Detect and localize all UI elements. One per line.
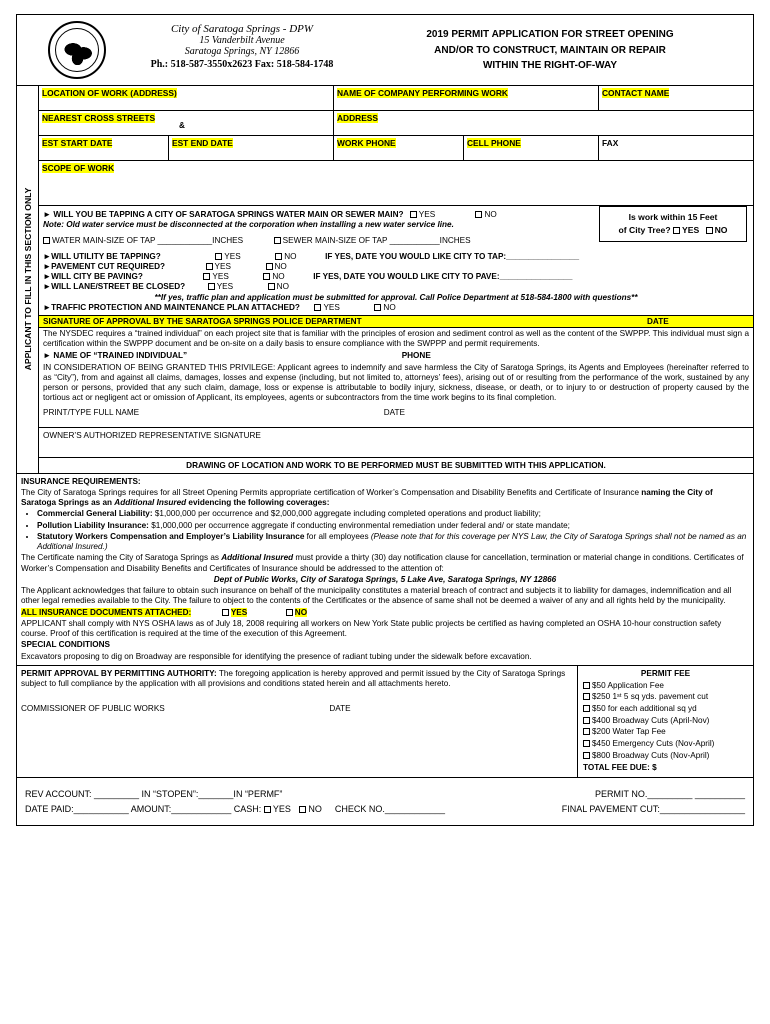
form-title-line3: WITHIN THE RIGHT-OF-WAY	[482, 60, 618, 71]
water-main-size-checkbox[interactable]	[43, 237, 50, 244]
q-will-tap-label: WILL UTILITY BE TAPPING?	[51, 252, 161, 261]
label-nearest-cross-streets: NEAREST CROSS STREETS	[42, 113, 156, 123]
trained-individual-phone-label[interactable]: PHONE	[401, 350, 431, 360]
tree-no-label: NO	[714, 224, 728, 235]
owner-signature-row[interactable]	[39, 427, 753, 457]
insurance-intro-italic: Additional Insured	[114, 498, 187, 507]
q-lane-closed-no-checkbox[interactable]	[268, 283, 275, 290]
fee-row[interactable]	[583, 703, 748, 715]
fee-row[interactable]	[583, 715, 748, 727]
cert-italic: Additional Insured	[221, 553, 294, 563]
fee-label-1: $250 1ˢᵗ 5 sq yds. pavement cut	[592, 692, 709, 702]
total-fee-due[interactable]: TOTAL FEE DUE: $	[583, 763, 657, 773]
cash-yes-checkbox[interactable]	[264, 806, 271, 813]
q-water-service-note: Note: Old water service must be disconnected at the corporation when installing a new water service line.	[43, 220, 454, 229]
special-conditions-text: Excavators proposing to dig on Broadway are responsible for identifying the presence of radiant tubing under the sidewalk before excavation.	[21, 651, 532, 661]
field-company-name[interactable]	[334, 86, 599, 110]
date-paid-field: DATE PAID:___________ AMOUNT:____________ CASH:	[25, 803, 262, 814]
cash-no-label: NO	[308, 803, 322, 814]
tree-no-checkbox[interactable]	[706, 227, 713, 234]
docs-attached-no-label: NO	[294, 607, 308, 617]
list-item	[37, 532, 749, 553]
approval-text: The foregoing application is hereby approved and permit issued by the City of Saratoga Springs subject to full compliance by the application with all provisions and conditions stated herein and all attachments hereto.	[21, 668, 566, 689]
insurance-section	[16, 474, 754, 666]
q-tap-main-yes-checkbox[interactable]	[410, 211, 417, 218]
fee-label-2: $50 for each additional sq yd	[592, 704, 697, 714]
date-paid-group[interactable]	[25, 804, 445, 814]
applicant-section	[16, 86, 754, 474]
print-name-row	[39, 405, 753, 427]
approval-text-block	[17, 666, 578, 777]
fee-row[interactable]	[583, 680, 748, 692]
q-will-tap-no-label: NO	[284, 252, 297, 261]
q-traffic-plan-yes-label: YES	[323, 303, 340, 312]
form-title-line2: AND/OR TO CONSTRUCT, MAINTAIN OR REPAIR	[434, 44, 666, 56]
insurance-heading: INSURANCE REQUIREMENTS:	[21, 476, 141, 486]
bullet-0-text: $1,000,000 per occurrence and $2,000,000 aggregate including completed operations and product liability;	[152, 509, 541, 519]
q-lane-closed-no-label: NO	[276, 282, 289, 291]
fee-row[interactable]	[583, 691, 748, 703]
q-police-note: **If yes, traffic plan and application must be submitted for approval. Call Police Department at 518-584-1800 with questions**	[154, 293, 638, 302]
q-pavement-cut-label: PAVEMENT CUT REQUIRED?	[51, 262, 165, 271]
questions-area	[39, 206, 753, 315]
fee-row[interactable]	[583, 726, 748, 738]
insurance-intro-text: The City of Saratoga Springs requires for all Street Opening Permits appropriate certification of Worker’s Compensation and Disability Benefits and Certificate of Insurance	[21, 487, 642, 497]
fee-checkbox-5[interactable]	[583, 740, 590, 747]
tree-yes-checkbox[interactable]	[673, 227, 680, 234]
field-scope-of-work[interactable]	[39, 161, 753, 205]
insurance-intro-bold: naming the City of Saratoga Springs as an	[21, 487, 713, 507]
docs-attached-yes-checkbox[interactable]	[222, 609, 229, 616]
form-header	[16, 14, 754, 86]
cert-text-1: The Certificate naming the City of Saratoga Springs as	[21, 553, 222, 563]
label-est-end-date: EST END DATE	[172, 138, 233, 148]
q-city-paving-no-label: NO	[272, 272, 285, 281]
q-city-paving-label: WILL CITY BE PAVING?	[51, 272, 143, 281]
q-if-yes-tap-date[interactable]: IF YES, DATE YOU WOULD LIKE CITY TO TAP:________________	[325, 252, 579, 261]
q-lane-closed-yes-label: YES	[216, 282, 234, 291]
label-est-start-date: EST START DATE	[42, 138, 113, 148]
field-nearest-cross-streets[interactable]	[39, 111, 334, 135]
q-if-yes-pave-date[interactable]: IF YES, DATE YOU WOULD LIKE CITY TO PAVE:________________	[313, 272, 573, 281]
cash-yes-label: YES	[272, 803, 291, 814]
label-location-of-work: LOCATION OF WORK (ADDRESS)	[42, 88, 177, 98]
q-city-paving-no-checkbox[interactable]	[263, 273, 270, 280]
docs-attached-no-checkbox[interactable]	[286, 609, 293, 616]
bullet-2-text: for all employees	[304, 531, 371, 541]
q-tap-main-no-label: NO	[484, 210, 497, 219]
tree-question-line2: of City Tree?	[618, 224, 671, 235]
commissioner-signature-row[interactable]	[21, 704, 573, 713]
q-lane-closed-row: ►WILL LANE/STREET BE CLOSED? YES NO	[43, 282, 289, 291]
docs-attached-yes-label: YES	[230, 607, 248, 617]
q-city-paving-yes-checkbox[interactable]	[203, 273, 210, 280]
q-pavement-cut-no-checkbox[interactable]	[266, 263, 273, 270]
police-signature-bar	[39, 315, 753, 328]
final-pavement-cut-field[interactable]: FINAL PAVEMENT CUT:_________________	[561, 803, 745, 814]
fee-checkbox-0[interactable]	[583, 682, 590, 689]
q-will-tap-yes-label: YES	[224, 252, 241, 261]
fee-checkbox-1[interactable]	[583, 693, 590, 700]
permit-fee-block	[578, 666, 753, 777]
q-main-sizes-row	[43, 236, 613, 245]
commissioner-label: COMMISSIONER OF PUBLIC WORKS	[21, 704, 165, 714]
sewer-main-size-checkbox[interactable]	[274, 237, 281, 244]
label-work-phone: WORK PHONE	[337, 138, 396, 148]
insurance-mailing-address: Dept of Public Works, City of Saratoga Springs, 5 Lake Ave, Saratoga Springs, NY 12866	[213, 574, 557, 584]
city-street: 15 Vanderbilt Avenue	[199, 35, 285, 46]
label-cell-phone: CELL PHONE	[467, 138, 521, 148]
insurance-certificate-paragraph	[21, 553, 749, 574]
city-seal-icon	[48, 21, 106, 79]
form-title-line1: 2019 PERMIT APPLICATION FOR STREET OPENING	[426, 29, 674, 40]
label-contact-name: CONTACT NAME	[602, 88, 670, 98]
fee-label-4: $200 Water Tap Fee	[592, 727, 666, 737]
field-contact-name[interactable]	[599, 86, 753, 110]
label-address: ADDRESS	[337, 113, 378, 123]
city-name: City of Saratoga Springs - DPW	[170, 23, 314, 35]
applicant-section-sidebar-label	[17, 86, 39, 473]
q-traffic-plan-yes-checkbox[interactable]	[314, 304, 321, 311]
bullet-0-bold: Commercial General Liability:	[37, 509, 153, 519]
q-will-tap-yes-checkbox[interactable]	[215, 253, 222, 260]
fee-checkbox-2[interactable]	[583, 705, 590, 712]
osha-paragraph: APPLICANT shall comply with NYS OSHA laws as of July 18, 2008 requiring all workers on New York State public projects be certified as having completed an OSHA 10-hour construction safety course. Proof of this certification is required at the time of the execution of this Agreement.	[21, 618, 722, 638]
q-traffic-plan-label: TRAFFIC PROTECTION AND MAINTENANCE PLAN ATTACHED?	[51, 303, 300, 312]
city-phone: Ph.: 518-587-3550x2623 Fax: 518-584-1748	[150, 59, 334, 70]
q-traffic-plan-no-label: NO	[383, 303, 396, 312]
q-pavement-cut-no-label: NO	[274, 262, 287, 271]
bullet-2-italic: (Please note that for this coverage per NYS Law, the City of Saratoga Springs shall not be named as an Additional Insured.)	[37, 531, 747, 551]
q-lane-closed-yes-checkbox[interactable]	[208, 283, 215, 290]
permit-fee-title: PERMIT FEE	[640, 668, 691, 678]
q-will-tap-row: ►WILL UTILITY BE TAPPING? YES NO IF YES, DATE YOU WOULD LIKE CITY TO TAP:________________	[43, 252, 579, 261]
fee-label-5: $450 Emergency Cuts (Nov-April)	[592, 738, 715, 748]
sidebar-text: APPLICANT TO FILL IN THIS SECTION ONLY	[22, 187, 33, 371]
fee-label-0: $50 Application Fee	[592, 680, 664, 690]
insurance-intro	[21, 488, 749, 509]
list-item	[37, 521, 749, 531]
list-item	[37, 509, 749, 519]
field-work-phone[interactable]	[334, 136, 464, 160]
fee-row[interactable]	[583, 738, 748, 750]
police-signature-date-label: DATE	[643, 316, 753, 327]
fee-label-6: $800 Broadway Cuts (Nov-April)	[592, 750, 710, 760]
footer-row-2	[25, 804, 745, 814]
fee-checkbox-3[interactable]	[583, 717, 590, 724]
field-address[interactable]	[334, 111, 753, 135]
q-traffic-plan-row: ►TRAFFIC PROTECTION AND MAINTENANCE PLAN ATTACHED? YES NO	[43, 303, 396, 312]
field-fax[interactable]	[599, 136, 753, 160]
fee-label-3: $400 Broadway Cuts (April-Nov)	[592, 715, 710, 725]
print-name-label[interactable]: PRINT/TYPE FULL NAME	[43, 407, 140, 417]
tree-yes-label: YES	[681, 224, 700, 235]
bullet-1-bold: Pollution Liability Insurance:	[37, 520, 149, 530]
ampersand-separator: &	[179, 121, 185, 130]
row-dates-phones	[39, 136, 753, 161]
insurance-intro-bold2: evidencing the following coverages:	[186, 498, 330, 507]
insurance-bullets	[37, 509, 749, 552]
row-cross-streets	[39, 111, 753, 136]
permit-no-field[interactable]: PERMIT NO._________ __________	[595, 788, 745, 799]
q-city-paving-row: ►WILL CITY BE PAVING? YES NO IF YES, DATE YOU WOULD LIKE CITY TO PAVE:________________	[43, 272, 573, 281]
nysdec-paragraph: The NYSDEC requires a “trained individual” on each project site that is familiar with the principles of erosion and sediment control as well as the content of the SWPPP. This individual must sign a certification within the SWPPP document and be on-site on a daily basis to ensure compliance with the SWPPP and permit requirements.	[43, 329, 749, 349]
q-traffic-plan-no-checkbox[interactable]	[374, 304, 381, 311]
indemnification-paragraph: IN CONSIDERATION OF BEING GRANTED THIS PRIVILEGE: Applicant agrees to indemnify and save harmless the City of Saratoga Springs, its Agents and Employees (hereinafter referred to as “City”), from and against all claims, damages, losses and expense (including, but not limited to, attorneys’ fees), arising out of or resulting from the performance of the work, sustained by any person or persons, provided that any such claim, damage, loss or expense is attributable to bodily injury, sickness, disease, or death, or to injury to or destruction of property caused by the tortious act or negligent act or omission of Applicant, its employees, agents or subcontractors from the time work begins to its final completion.	[43, 362, 749, 403]
docs-attached-label: ALL INSURANCE DOCUMENTS ATTACHED:	[21, 607, 192, 617]
tree-question-line1: Is work within 15 Feet	[628, 212, 718, 222]
cert-text-2: must provide a thirty (30) day notification clause for cancellation, termination or material change in conditions. Certificates of Worker’s Compensation and Disability Benefits and Certificates of Insurance should be addressed to the attention of:	[21, 553, 744, 573]
fee-row[interactable]	[583, 750, 748, 762]
seal-container	[17, 15, 137, 85]
city-tree-question-box	[599, 206, 747, 242]
trained-individual-label[interactable]: NAME OF “TRAINED INDIVIDUAL”	[53, 350, 188, 360]
print-name-date-label[interactable]: DATE	[383, 407, 405, 417]
q-tap-main-label: WILL YOU BE TAPPING A CITY OF SARATOGA SPRINGS WATER MAIN OR SEWER MAIN?	[53, 210, 404, 219]
police-signature-label: SIGNATURE OF APPROVAL BY THE SARATOGA SPRINGS POLICE DEPARTMENT	[39, 316, 643, 327]
q-tap-main-row: ► WILL YOU BE TAPPING A CITY OF SARATOGA SPRINGS WATER MAIN OR SEWER MAIN? YES NO	[43, 210, 497, 219]
label-company-name: NAME OF COMPANY PERFORMING WORK	[337, 88, 508, 98]
q-pavement-cut-row: ►PAVEMENT CUT REQUIRED? YES NO	[43, 262, 287, 271]
field-est-start-date[interactable]	[39, 136, 169, 160]
label-scope-of-work: SCOPE OF WORK	[42, 163, 115, 173]
field-location-of-work[interactable]	[39, 86, 334, 110]
cash-no-checkbox[interactable]	[299, 806, 306, 813]
check-no-field: CHECK NO.____________	[334, 803, 445, 814]
form-title	[347, 15, 753, 85]
rev-account-field[interactable]: REV ACCOUNT: _________ IN “STOPEN”:_______IN “PERMF”	[25, 788, 283, 799]
special-conditions-heading: SPECIAL CONDITIONS	[21, 640, 111, 650]
row-scope-of-work	[39, 161, 753, 206]
field-cell-phone[interactable]	[464, 136, 599, 160]
sewer-main-size-label: SEWER MAIN-SIZE OF TAP ___________INCHES	[282, 236, 471, 245]
q-tap-main-no-checkbox[interactable]	[475, 211, 482, 218]
field-est-end-date[interactable]	[169, 136, 334, 160]
row-location	[39, 86, 753, 111]
label-fax: FAX	[602, 138, 619, 148]
trained-individual-row: ► NAME OF “TRAINED INDIVIDUAL” PHONE	[43, 350, 431, 360]
q-city-paving-yes-label: YES	[212, 272, 229, 281]
q-lane-closed-label: WILL LANE/STREET BE CLOSED?	[51, 282, 186, 291]
office-use-footer	[16, 778, 754, 826]
q-pavement-cut-yes-checkbox[interactable]	[206, 263, 213, 270]
city-address-block	[137, 15, 347, 85]
commissioner-date-label: DATE	[329, 704, 351, 714]
owner-signature-label: OWNER’S AUTHORIZED REPRESENTATIVE SIGNATURE	[43, 430, 261, 440]
q-will-tap-no-checkbox[interactable]	[275, 253, 282, 260]
bullet-1-text: $1,000,000 per occurrence aggregate if conducting environmental remediation under federal and/ or state mandate;	[148, 520, 570, 530]
insurance-docs-attached-row	[21, 608, 749, 618]
city-citystate: Saratoga Springs, NY 12866	[184, 46, 300, 57]
water-main-size-label: WATER MAIN-SIZE OF TAP ____________INCHES	[52, 236, 244, 245]
permit-approval-section	[16, 666, 754, 778]
bullet-2-bold: Statutory Workers Compensation and Employer’s Liability Insurance	[37, 531, 305, 541]
fee-checkbox-4[interactable]	[583, 728, 590, 735]
q-pavement-cut-yes-label: YES	[214, 262, 231, 271]
q-tap-main-yes-label: YES	[418, 210, 436, 219]
footer-row-1	[25, 789, 745, 799]
insurance-waiver-paragraph: The Applicant acknowledges that failure to obtain such insurance on behalf of the municipality constitutes a material breach of contract and subjects it to liability for damages, indemnification and all other legal remedies available to the City. The failure to object to the contents of the Certificates or the absence of same shall not be deemed a waiver of any and all rights held by the municipality.	[21, 586, 732, 606]
fee-checkbox-6[interactable]	[583, 752, 590, 759]
drawing-requirement-note: DRAWING OF LOCATION AND WORK TO BE PERFORMED MUST BE SUBMITTED WITH THIS APPLICATION.	[39, 457, 753, 473]
approval-heading: PERMIT APPROVAL BY PERMITTING AUTHORITY:	[21, 668, 217, 678]
